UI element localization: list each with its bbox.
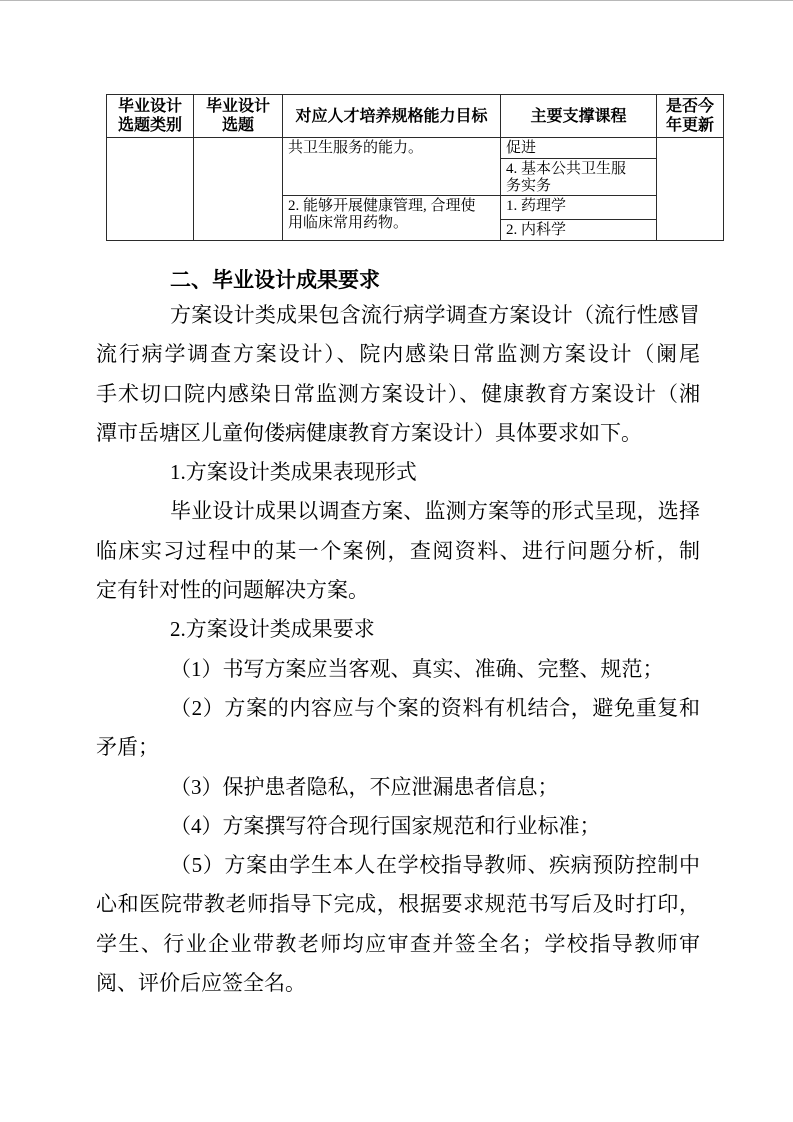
table-row [107, 138, 724, 159]
cell-line: 务实务 [506, 178, 552, 194]
header-line: 年更新 [665, 117, 714, 134]
header-line: 毕业设计 [205, 98, 270, 115]
cell-line: 1. 药理学 [506, 198, 567, 214]
cell-line: 用临床常用药物。 [288, 215, 409, 231]
text-line: 流行病学调查方案设计）、院内感染日常监测方案设计（阑尾 [96, 342, 700, 367]
cell-ability-goal-2 [283, 196, 501, 241]
cell-ability-goal-1 [283, 138, 501, 196]
cell-course-4 [501, 220, 657, 241]
cell-line: 共卫生服务的能力。 [288, 140, 424, 156]
cell-course-3 [501, 196, 657, 220]
section-heading-line: 二、毕业设计成果要求 [170, 268, 380, 292]
text-line: 手术切口院内感染日常监测方案设计）、健康教育方案设计（湘 [96, 381, 700, 406]
text-line: 毕业设计成果以调查方案、监测方案等的形式呈现，选择 [170, 499, 700, 524]
text-line: 2.方案设计类成果要求 [170, 617, 375, 642]
text-line: 学生、行业企业带教老师均应审查并签全名；学校指导教师审 [96, 931, 700, 956]
cell-selection-category [107, 138, 194, 241]
table-header-row [107, 95, 724, 138]
header-cell-selection-topic [194, 95, 283, 138]
header-line: 主要支撑课程 [530, 107, 627, 125]
text-line: 临床实习过程中的某一个案例，查阅资料、进行问题分析，制 [96, 538, 700, 563]
header-cell-updated-this-year [657, 95, 724, 138]
cell-selection-topic [194, 138, 283, 241]
text-line: 1.方案设计类成果表现形式 [170, 460, 417, 485]
cell-line: 4. 基本公共卫生服 [506, 161, 627, 177]
header-line: 对应人才培养规格能力目标 [295, 107, 488, 125]
cell-line: 2. 内科学 [506, 222, 567, 238]
capability-course-table [106, 94, 724, 241]
text-line: （2）方案的内容应与个案的资料有机结合，避免重复和 [170, 695, 700, 720]
text-line: 矛盾； [96, 735, 159, 760]
text-line: 心和医院带教老师指导下完成，根据要求规范书写后及时打印， [96, 892, 700, 917]
text-line: 定有针对性的问题解决方案。 [96, 578, 369, 603]
header-cell-support-courses [501, 95, 657, 138]
cell-course-2 [501, 159, 657, 196]
header-cell-selection-category [107, 95, 194, 138]
header-line: 选题类别 [117, 117, 182, 134]
text-line: （1）书写方案应当客观、真实、准确、完整、规范； [170, 656, 664, 681]
text-line: （4）方案撰写符合现行国家规范和行业标准； [170, 813, 601, 838]
cell-course-1 [501, 138, 657, 159]
text-line: 阅、评价后应签全名。 [96, 971, 306, 996]
text-line: 方案设计类成果包含流行病学调查方案设计（流行性感冒 [170, 303, 700, 327]
text-section [96, 264, 700, 1003]
text-line: （5）方案由学生本人在学校指导教师、疾病预防控制中 [170, 853, 700, 878]
header-line: 毕业设计 [117, 98, 182, 115]
header-line: 是否今 [665, 98, 714, 115]
cell-line: 2. 能够开展健康管理, 合理使 [288, 198, 476, 214]
cell-updated-this-year [657, 138, 724, 241]
cell-line: 促进 [506, 140, 537, 156]
page-top-divider [0, 0, 793, 1]
text-line: （3）保护患者隐私，不应泄漏患者信息； [170, 774, 559, 799]
header-line: 选题 [221, 117, 254, 134]
text-line: 潭市岳塘区儿童佝偻病健康教育方案设计）具体要求如下。 [96, 420, 642, 445]
header-cell-ability-goals [283, 95, 501, 138]
